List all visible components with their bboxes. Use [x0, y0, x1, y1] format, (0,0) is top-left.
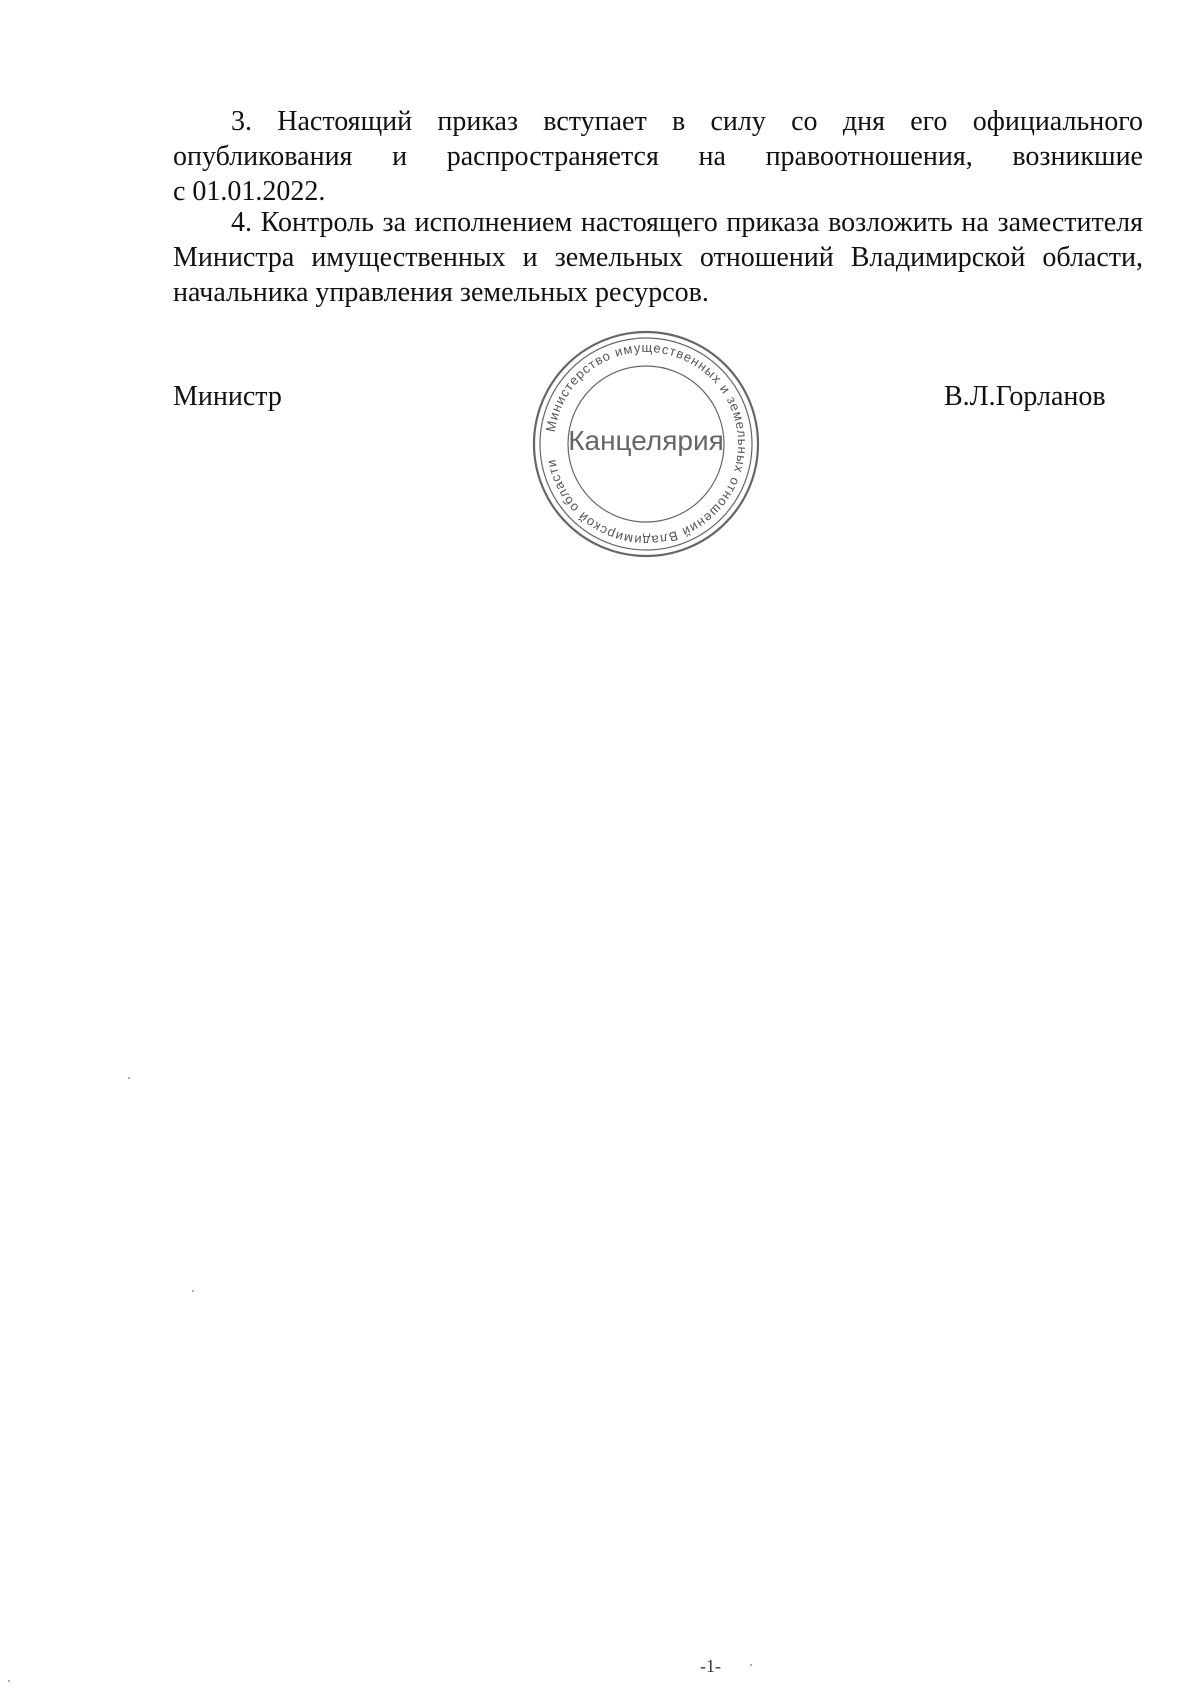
scan-speck [192, 1290, 194, 1292]
svg-text:Канцелярия: Канцелярия [568, 425, 724, 456]
paragraph-line: с 01.01.2022. [173, 176, 326, 207]
signatory-title: Министр [173, 381, 282, 412]
page-number: -1- [700, 1656, 721, 1676]
seal-graphic [528, 326, 764, 562]
scan-speck [8, 1680, 10, 1682]
paragraph-line: 3. Настоящий приказ вступает в силу со дня его официального [231, 106, 1143, 137]
paragraph-line: 4. Контроль за исполнением настоящего приказа возложить на заместителя [231, 207, 1143, 238]
paragraph-line: опубликования и распространяется на правоотношения, возникшие [173, 141, 1143, 172]
signatory-name: В.Л.Горланов [944, 381, 1106, 412]
paragraph-line: начальника управления земельных ресурсов. [173, 277, 709, 308]
paragraph-item-4 [173, 205, 1143, 310]
scan-speck [750, 1664, 752, 1666]
scan-speck [128, 1077, 130, 1079]
svg-text:Министерство имущественных и з: Министерство имущественных и земельных отношений Владимирской области [542, 339, 751, 548]
paragraph-line: Министра имущественных и земельных отношений Владимирской области, [173, 242, 1143, 273]
official-seal-stamp [528, 326, 764, 562]
paragraph-item-3 [173, 104, 1143, 209]
